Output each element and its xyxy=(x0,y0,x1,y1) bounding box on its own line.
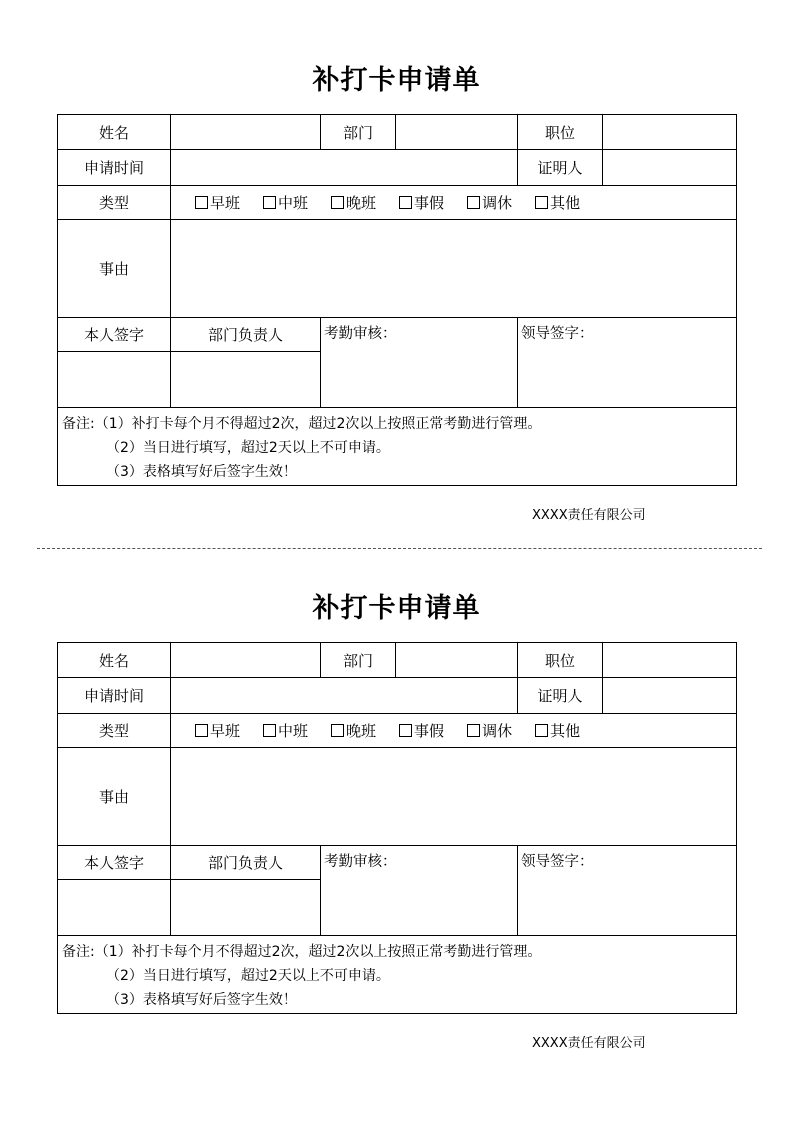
type-label: 类型 xyxy=(57,185,171,220)
attendance-review-box[interactable]: 考勤审核： xyxy=(320,845,518,936)
note-line-2: （2）当日进行填写，超过2天以上不可申请。 xyxy=(106,968,390,984)
note-line-1: 备注:（1）补打卡每个月不得超过2次，超过2次以上按照正常考勤进行管理。 xyxy=(62,944,542,960)
apply-time-label: 申请时间 xyxy=(57,677,171,714)
checkbox-icon[interactable] xyxy=(195,196,208,209)
reason-field[interactable] xyxy=(170,747,737,846)
position-field[interactable] xyxy=(602,642,737,678)
cut-line-divider xyxy=(37,548,762,549)
name-field[interactable] xyxy=(170,642,321,678)
reason-field[interactable] xyxy=(170,219,737,318)
witness-field[interactable] xyxy=(602,677,737,714)
checkbox-icon[interactable] xyxy=(467,196,480,209)
company-name: XXXX责任有限公司 xyxy=(532,1036,646,1051)
type-options xyxy=(170,185,737,220)
dept-head-label: 部门负责人 xyxy=(170,845,321,880)
department-label: 部门 xyxy=(320,114,396,150)
checkbox-icon[interactable] xyxy=(331,196,344,209)
type-option-compensatory[interactable]: 调休 xyxy=(467,192,512,213)
checkbox-icon[interactable] xyxy=(331,724,344,737)
checkbox-icon[interactable] xyxy=(399,724,412,737)
checkbox-icon[interactable] xyxy=(399,196,412,209)
apply-time-label: 申请时间 xyxy=(57,149,171,186)
type-options xyxy=(170,713,737,748)
company-name: XXXX责任有限公司 xyxy=(532,508,646,523)
note-line-3: （3）表格填写好后签字生效！ xyxy=(106,992,297,1008)
reason-label: 事由 xyxy=(57,747,171,846)
type-option-compensatory[interactable]: 调休 xyxy=(467,720,512,741)
self-sign-label: 本人签字 xyxy=(57,845,171,880)
notes-box xyxy=(57,407,737,486)
self-sign-field[interactable] xyxy=(57,879,171,936)
checkbox-icon[interactable] xyxy=(263,196,276,209)
position-label: 职位 xyxy=(517,642,603,678)
note-line-3: （3）表格填写好后签字生效！ xyxy=(106,464,297,480)
type-option-personal-leave[interactable]: 事假 xyxy=(399,192,444,213)
form-title: 补打卡申请单 xyxy=(312,65,481,96)
type-option-early[interactable]: 早班 xyxy=(195,192,240,213)
self-sign-field[interactable] xyxy=(57,351,171,408)
note-line-2: （2）当日进行填写，超过2天以上不可申请。 xyxy=(106,440,390,456)
name-label: 姓名 xyxy=(57,114,171,150)
checkbox-icon[interactable] xyxy=(263,724,276,737)
dept-head-sign-field[interactable] xyxy=(170,879,321,936)
type-option-night[interactable]: 晚班 xyxy=(331,192,376,213)
leader-sign-box[interactable]: 领导签字： xyxy=(517,317,737,408)
dept-head-sign-field[interactable] xyxy=(170,351,321,408)
leader-sign-box[interactable]: 领导签字： xyxy=(517,845,737,936)
type-option-early[interactable]: 早班 xyxy=(195,720,240,741)
apply-time-field[interactable] xyxy=(170,677,518,714)
type-label: 类型 xyxy=(57,713,171,748)
checkbox-icon[interactable] xyxy=(535,724,548,737)
reason-label: 事由 xyxy=(57,219,171,318)
position-label: 职位 xyxy=(517,114,603,150)
checkbox-icon[interactable] xyxy=(535,196,548,209)
type-option-other[interactable]: 其他 xyxy=(535,720,580,741)
checkbox-icon[interactable] xyxy=(467,724,480,737)
form-title: 补打卡申请单 xyxy=(312,593,481,624)
witness-field[interactable] xyxy=(602,149,737,186)
position-field[interactable] xyxy=(602,114,737,150)
type-option-other[interactable]: 其他 xyxy=(535,192,580,213)
notes-box xyxy=(57,935,737,1014)
checkbox-icon[interactable] xyxy=(195,724,208,737)
witness-label: 证明人 xyxy=(517,677,603,714)
self-sign-label: 本人签字 xyxy=(57,317,171,352)
note-line-1: 备注:（1）补打卡每个月不得超过2次，超过2次以上按照正常考勤进行管理。 xyxy=(62,416,542,432)
department-field[interactable] xyxy=(395,114,518,150)
name-field[interactable] xyxy=(170,114,321,150)
dept-head-label: 部门负责人 xyxy=(170,317,321,352)
type-option-personal-leave[interactable]: 事假 xyxy=(399,720,444,741)
name-label: 姓名 xyxy=(57,642,171,678)
department-label: 部门 xyxy=(320,642,396,678)
apply-time-field[interactable] xyxy=(170,149,518,186)
department-field[interactable] xyxy=(395,642,518,678)
attendance-review-box[interactable]: 考勤审核： xyxy=(320,317,518,408)
witness-label: 证明人 xyxy=(517,149,603,186)
type-option-middle[interactable]: 中班 xyxy=(263,720,308,741)
type-option-night[interactable]: 晚班 xyxy=(331,720,376,741)
type-option-middle[interactable]: 中班 xyxy=(263,192,308,213)
